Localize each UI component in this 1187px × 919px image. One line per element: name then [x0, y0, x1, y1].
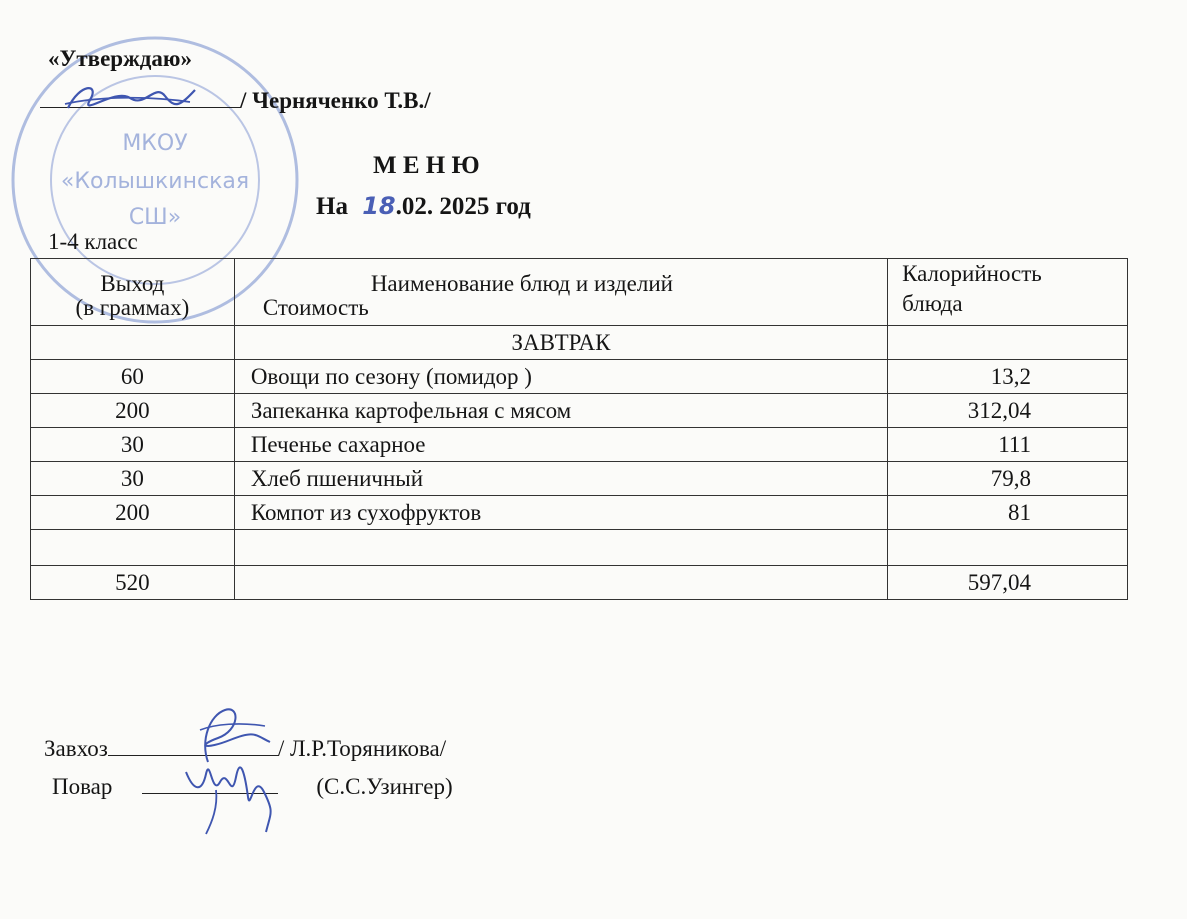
menu-date — [316, 192, 531, 221]
header-name-label: Наименование блюд и изделий — [370, 271, 673, 296]
row-calories: 111 — [888, 428, 1128, 462]
total-weight: 520 — [31, 566, 235, 600]
header-calories-label-2: блюда — [902, 291, 963, 316]
header-name — [234, 259, 887, 326]
row-dish: Печенье сахарное — [234, 428, 887, 462]
row-dish: Компот из сухофруктов — [234, 496, 887, 530]
table-header-row — [31, 259, 1128, 326]
row-dish: Хлеб пшеничный — [234, 462, 887, 496]
header-cost-label: Стоимость — [262, 295, 369, 320]
footer-name-2: (С.С.Узингер) — [316, 774, 453, 799]
date-handwritten: 18 — [362, 192, 396, 220]
row-weight: 30 — [31, 462, 235, 496]
section-row — [31, 326, 1128, 360]
empty-cell — [31, 326, 235, 360]
total-row — [31, 566, 1128, 600]
row-calories: 81 — [888, 496, 1128, 530]
header-calories — [888, 259, 1128, 326]
approval-title: «Утверждаю» — [48, 46, 192, 71]
header-output — [31, 259, 235, 326]
stamp-line-1: МКОУ — [122, 131, 188, 156]
page-title: М Е Н Ю — [373, 152, 480, 179]
table-row — [31, 462, 1128, 496]
date-prefix: На — [316, 193, 355, 220]
cook-signature-icon — [176, 752, 286, 842]
row-weight: 60 — [31, 360, 235, 394]
menu-table — [30, 258, 1128, 600]
empty-cell — [888, 530, 1128, 566]
table-row — [31, 360, 1128, 394]
header-output-unit: (в граммах) — [75, 295, 190, 320]
header-calories-label: Калорийность — [902, 261, 1042, 286]
table-row — [31, 496, 1128, 530]
stamp-line-2: «Колышкинская — [60, 169, 250, 194]
row-calories: 312,04 — [888, 394, 1128, 428]
total-calories: 597,04 — [888, 566, 1128, 600]
row-calories: 79,8 — [888, 462, 1128, 496]
row-weight: 200 — [31, 394, 235, 428]
table-row — [31, 394, 1128, 428]
row-dish: Запеканка картофельная с мясом — [234, 394, 887, 428]
row-dish: Овощи по сезону (помидор ) — [234, 360, 887, 394]
header-output-label: Выход — [100, 271, 165, 296]
footer-role-1: Завхоз — [44, 736, 108, 761]
empty-cell — [888, 326, 1128, 360]
empty-cell — [234, 530, 887, 566]
class-label: 1-4 класс — [48, 229, 138, 254]
row-calories: 13,2 — [888, 360, 1128, 394]
table-row — [31, 428, 1128, 462]
empty-cell — [234, 566, 887, 600]
approver-signature-icon — [60, 78, 200, 118]
row-weight: 30 — [31, 428, 235, 462]
empty-row — [31, 530, 1128, 566]
footer-role-2: Повар — [52, 774, 113, 799]
date-suffix: .02. 2025 год — [395, 193, 531, 220]
empty-cell — [31, 530, 235, 566]
footer-name-1: / Л.Р.Торяникова/ — [277, 736, 447, 761]
row-weight: 200 — [31, 496, 235, 530]
approval-name: / Черняченко Т.В./ — [240, 88, 431, 113]
stamp-line-3: СШ» — [128, 205, 182, 230]
section-title: ЗАВТРАК — [234, 326, 887, 360]
